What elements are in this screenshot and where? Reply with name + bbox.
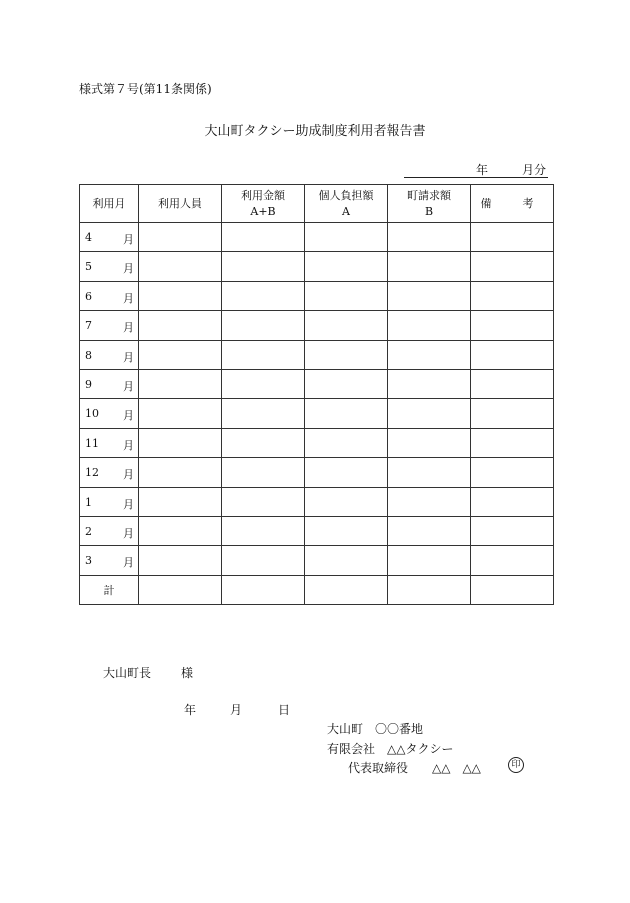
entry-cell[interactable] <box>471 546 554 575</box>
month-cell <box>80 223 139 252</box>
entry-cell[interactable] <box>222 458 305 487</box>
entry-cell[interactable] <box>305 252 388 281</box>
period-month-label: 月分 <box>522 163 547 177</box>
mayor-title: 大山町長 <box>103 666 152 680</box>
form-number: 様式第７号(第11条関係) <box>79 82 212 96</box>
month-unit: 月 <box>123 262 134 276</box>
entry-cell[interactable] <box>471 340 554 369</box>
entry-cell[interactable] <box>471 223 554 252</box>
table-row <box>80 487 554 516</box>
entry-cell[interactable] <box>139 516 222 545</box>
entry-cell[interactable] <box>471 311 554 340</box>
month-unit: 月 <box>123 468 134 482</box>
entry-cell[interactable] <box>471 369 554 398</box>
total-entry-cell[interactable] <box>471 575 554 604</box>
month-cell <box>80 516 139 545</box>
table-row <box>80 281 554 310</box>
month-number: 7 <box>85 319 92 333</box>
entry-cell[interactable] <box>222 340 305 369</box>
entry-cell[interactable] <box>471 487 554 516</box>
entry-cell[interactable] <box>139 223 222 252</box>
month-unit: 月 <box>123 379 134 393</box>
entry-cell[interactable] <box>222 487 305 516</box>
month-unit: 月 <box>123 321 134 335</box>
entry-cell[interactable] <box>139 340 222 369</box>
table-row <box>80 458 554 487</box>
report-period-field[interactable] <box>404 161 548 178</box>
date-day-label: 日 <box>278 703 291 717</box>
month-cell <box>80 252 139 281</box>
date-year-label: 年 <box>184 703 197 717</box>
entry-cell[interactable] <box>139 311 222 340</box>
header-personal-burden: 個人負担額 A <box>305 185 388 223</box>
month-number: 11 <box>85 436 99 450</box>
entry-cell[interactable] <box>139 458 222 487</box>
total-label: 計 <box>80 575 139 604</box>
honorific: 様 <box>181 666 194 680</box>
header-usage-amount: 利用金額 A+B <box>222 185 305 223</box>
entry-cell[interactable] <box>471 281 554 310</box>
entry-cell[interactable] <box>388 369 471 398</box>
month-cell <box>80 428 139 457</box>
entry-cell[interactable] <box>388 428 471 457</box>
month-number: 10 <box>85 407 99 421</box>
entry-cell[interactable] <box>471 399 554 428</box>
table-row <box>80 252 554 281</box>
entry-cell[interactable] <box>139 487 222 516</box>
month-cell <box>80 340 139 369</box>
table-row <box>80 546 554 575</box>
entry-cell[interactable] <box>305 428 388 457</box>
document-title: 大山町タクシー助成制度利用者報告書 <box>204 124 426 139</box>
entry-cell[interactable] <box>222 428 305 457</box>
month-number: 3 <box>85 554 92 568</box>
entry-cell[interactable] <box>305 311 388 340</box>
entry-cell[interactable] <box>139 252 222 281</box>
table-row <box>80 428 554 457</box>
entry-cell[interactable] <box>388 487 471 516</box>
month-number: 2 <box>85 524 92 538</box>
month-cell <box>80 311 139 340</box>
month-unit: 月 <box>123 526 134 540</box>
entry-cell[interactable] <box>139 281 222 310</box>
entry-cell[interactable] <box>388 546 471 575</box>
entry-cell[interactable] <box>222 311 305 340</box>
entry-cell[interactable] <box>305 546 388 575</box>
entry-cell[interactable] <box>139 546 222 575</box>
month-cell <box>80 281 139 310</box>
entry-cell[interactable] <box>222 546 305 575</box>
month-cell <box>80 487 139 516</box>
date-month-label: 月 <box>230 703 243 717</box>
header-usage-month: 利用月 <box>80 185 139 223</box>
header-town-claim: 町請求額 B <box>388 185 471 223</box>
entry-cell[interactable] <box>388 399 471 428</box>
company-name: 有限会社 △△タクシー <box>327 742 454 756</box>
month-unit: 月 <box>123 291 134 305</box>
entry-cell[interactable] <box>222 369 305 398</box>
entry-cell[interactable] <box>222 399 305 428</box>
header-remarks: 備 考 <box>471 185 554 223</box>
entry-cell[interactable] <box>305 458 388 487</box>
month-unit: 月 <box>123 233 134 246</box>
entry-cell[interactable] <box>305 399 388 428</box>
total-row <box>80 575 554 604</box>
total-entry-cell[interactable] <box>222 575 305 604</box>
month-unit: 月 <box>123 350 134 364</box>
entry-cell[interactable] <box>139 428 222 457</box>
representative: 代表取締役 △△ △△ <box>348 761 481 775</box>
period-year-label: 年 <box>476 163 489 177</box>
month-cell <box>80 369 139 398</box>
month-unit: 月 <box>123 438 134 452</box>
table-row <box>80 340 554 369</box>
entry-cell[interactable] <box>388 281 471 310</box>
entry-cell[interactable] <box>388 458 471 487</box>
month-number: 12 <box>85 466 99 480</box>
entry-cell[interactable] <box>305 516 388 545</box>
addressee <box>103 664 194 681</box>
entry-cell[interactable] <box>222 281 305 310</box>
table-row <box>80 311 554 340</box>
month-cell <box>80 399 139 428</box>
entry-cell[interactable] <box>471 516 554 545</box>
entry-cell[interactable] <box>139 399 222 428</box>
entry-cell[interactable] <box>388 516 471 545</box>
entry-cell[interactable] <box>388 223 471 252</box>
month-cell <box>80 458 139 487</box>
entry-cell[interactable] <box>305 340 388 369</box>
month-number: 6 <box>85 289 92 303</box>
entry-cell[interactable] <box>305 281 388 310</box>
table-row <box>80 399 554 428</box>
entry-cell[interactable] <box>388 340 471 369</box>
entry-cell[interactable] <box>305 369 388 398</box>
month-number: 4 <box>85 231 92 244</box>
header-users-count: 利用人員 <box>139 185 222 223</box>
entry-cell[interactable] <box>222 516 305 545</box>
total-entry-cell[interactable] <box>388 575 471 604</box>
company-address: 大山町 〇〇番地 <box>327 722 424 736</box>
seal-mark: 印 <box>508 757 524 773</box>
table-header-row <box>80 185 554 223</box>
month-number: 1 <box>85 495 92 509</box>
entry-cell[interactable] <box>471 458 554 487</box>
month-number: 9 <box>85 377 92 391</box>
month-number: 5 <box>85 260 92 274</box>
usage-report-table <box>79 184 554 605</box>
entry-cell[interactable] <box>388 252 471 281</box>
total-entry-cell[interactable] <box>139 575 222 604</box>
table-row <box>80 223 554 252</box>
entry-cell[interactable] <box>471 252 554 281</box>
total-entry-cell[interactable] <box>305 575 388 604</box>
table-row <box>80 369 554 398</box>
entry-cell[interactable] <box>471 428 554 457</box>
month-number: 8 <box>85 348 92 362</box>
entry-cell[interactable] <box>305 223 388 252</box>
month-unit: 月 <box>123 556 134 570</box>
entry-cell[interactable] <box>305 487 388 516</box>
entry-cell[interactable] <box>222 223 305 252</box>
entry-cell[interactable] <box>139 369 222 398</box>
entry-cell[interactable] <box>388 311 471 340</box>
month-unit: 月 <box>123 497 134 511</box>
month-unit: 月 <box>123 409 134 423</box>
entry-cell[interactable] <box>222 252 305 281</box>
table-row <box>80 516 554 545</box>
month-cell <box>80 546 139 575</box>
